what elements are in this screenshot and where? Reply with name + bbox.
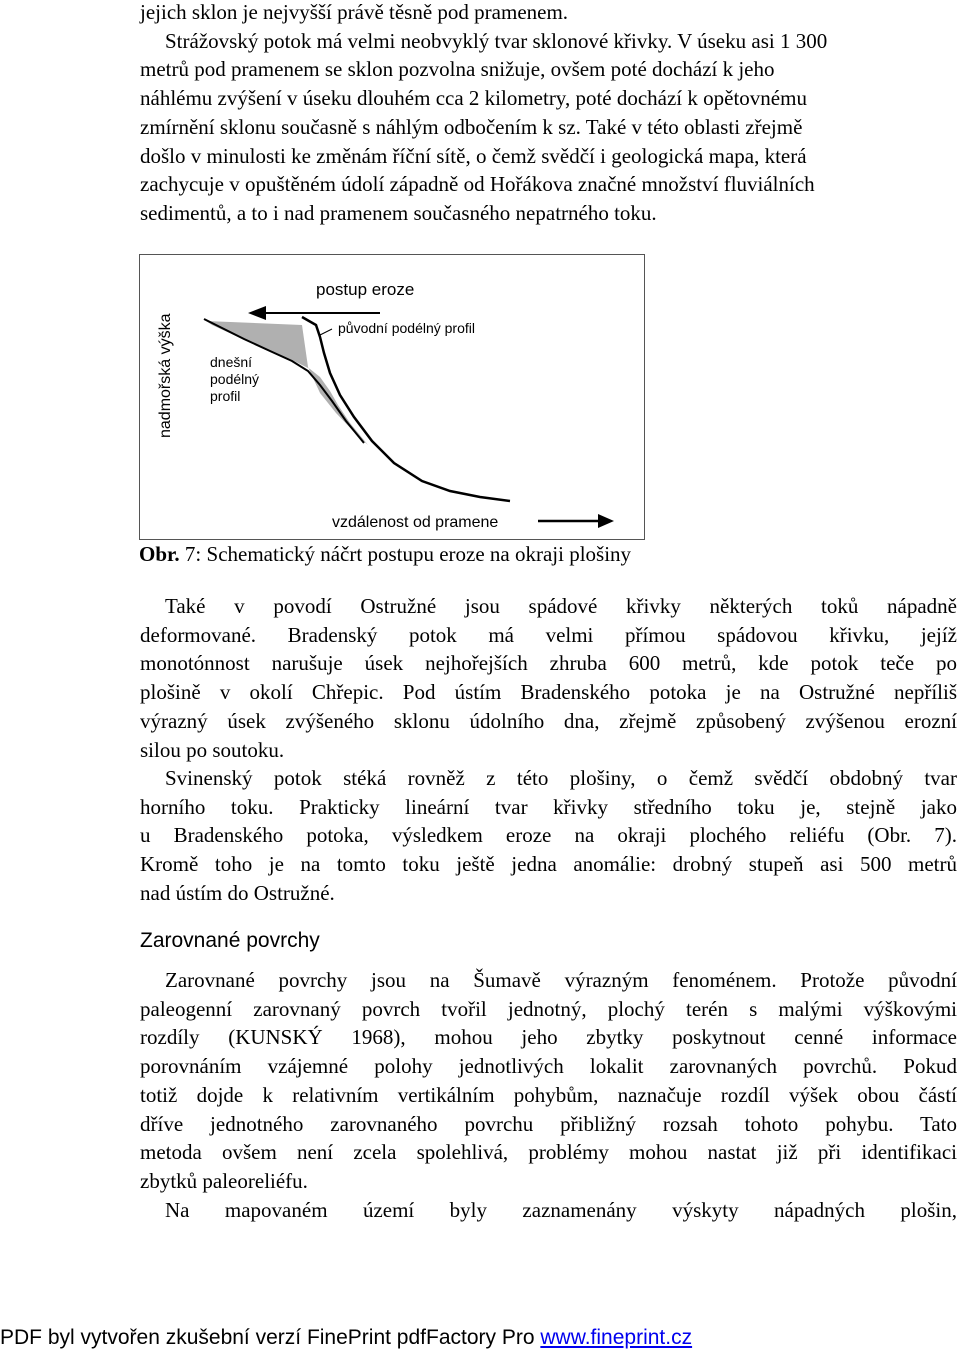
citation-author: KUNSKÝ (235, 1025, 323, 1050)
text-line: zachycuje v opuštěném údolí západně od Hořákova značné množství fluviálních (140, 172, 815, 197)
label-current-profile-1: dnešní (210, 354, 253, 370)
text-line: metoda ovšem není zcela spolehlivá, problémy mohou nastat již při identifikaci (140, 1140, 957, 1165)
text-line: metrů pod pramenem se sklon pozvolna snižuje, ovšem poté dochází k jeho (140, 57, 775, 82)
paragraph-1 (140, 0, 957, 228)
section-heading: Zarovnané povrchy (140, 929, 320, 952)
text-line: plošině v okolí Chřepic. Pod ústím Bradenského potoka je na Ostružné nepříliš (140, 680, 957, 705)
paragraph-2 (140, 592, 957, 764)
text-line: paleogenní zarovnaný povrch tvořil jednotný, plochý terén s malými výškovými (140, 996, 957, 1021)
text-line-citation (140, 1023, 957, 1052)
caption-text: Schematický náčrt postupu eroze na okraji plošiny (201, 542, 632, 566)
text-line: náhlému zvýšení v úseku dlouhém cca 2 kilometry, poté dochází k opětovnému (140, 86, 807, 111)
y-axis-label: nadmořská výška (157, 313, 174, 438)
pdf-footer (0, 1326, 692, 1350)
text-line: Na mapovaném území byly zaznamenány výskyty nápadných plošin, (165, 1198, 957, 1222)
text-line: dříve jednotného zarovnaného povrchu přibližný rozsah tohoto pohybu. Tato (140, 1111, 957, 1136)
figure-caption (139, 542, 631, 567)
text-line: zbytků paleoreliéfu. (140, 1168, 308, 1193)
text-line: výrazný úsek zvýšeného sklonu údolního dna, zřejmě způsobený zvýšenou erozní (140, 708, 957, 733)
paragraph-3 (140, 764, 957, 908)
text-line: zmírnění sklonu současně s náhlým odbočením k sz. Také v této oblasti zřejmě (140, 114, 803, 139)
x-axis-label: vzdálenost od pramene (332, 514, 499, 531)
text-line: Kromě toho je na tomto toku ještě jedna anomálie: drobný stupeň asi 500 metrů (140, 852, 957, 877)
text-line: sedimentů, a to i nad pramenem současného nepatrného toku. (140, 200, 657, 225)
footer-link[interactable]: www.fineprint.cz (540, 1326, 693, 1349)
text-line: deformované. Bradenský potok má velmi přímou spádovou křivku, jejíž (140, 622, 957, 647)
caption-number: 7: (179, 542, 202, 566)
citation-open: rozdíly ( (140, 1025, 236, 1050)
text-line: silou po soutoku. (140, 737, 285, 762)
caption-prefix: Obr. (139, 542, 180, 566)
text-line: horního toku. Prakticky lineární tvar křivky středního toku je, stejně jako (140, 794, 957, 819)
label-erosion-progress: postup eroze (316, 280, 415, 299)
label-current-profile-2: podélný (210, 371, 260, 387)
text-line: Svinenský potok stéká rovněž z této plošiny, o čemž svědčí obdobný tvar (165, 766, 957, 790)
citation-rest: 1968), mohou jeho zbytky poskytnout cenné informace (322, 1025, 957, 1050)
text-line: nad ústím do Ostružné. (140, 880, 335, 905)
erosion-arrow-head-icon (248, 306, 266, 320)
text-line: totiž dojde k relativním vertikálním pohybům, naznačuje rozdíl výšek obou částí (140, 1082, 957, 1107)
text-line: Také v povodí Ostružné jsou spádové křivky některých toků nápadně (165, 594, 957, 618)
text-line: Zarovnané povrchy jsou na Šumavě výrazným fenoménem. Protože původní (165, 968, 957, 992)
paragraph-4 (140, 966, 957, 1196)
x-axis-arrow-head-icon (598, 514, 614, 528)
paragraph-5 (140, 1196, 957, 1225)
text-line: došlo v minulosti ke změnám říční sítě, o čemž svědčí i geologická mapa, která (140, 143, 807, 168)
erosion-profile-diagram (140, 255, 644, 539)
erosion-profile-figure (139, 254, 645, 540)
text-line: monotónnost narušuje úsek nejhořejších zhruba 600 metrů, kde potok teče po (140, 651, 957, 676)
text-line: jejich sklon je nejvyšší právě těsně pod pramenem. (140, 0, 569, 24)
footer-text: PDF byl vytvořen zkušební verzí FinePrint pdfFactory Pro (0, 1326, 541, 1349)
label-original-profile: původní podélný profil (338, 320, 475, 336)
label-current-profile-3: profil (210, 388, 241, 404)
text-line: Strážovský potok má velmi neobvyklý tvar sklonové křivky. V úseku asi 1 300 (165, 28, 828, 53)
text-line: u Bradenského potoka, výsledkem eroze na okraji plochého reliéfu (Obr. 7). (140, 823, 957, 848)
text-line: porovnáním vzájemné polohy jednotlivých lokalit zarovnaných povrchů. Pokud (140, 1054, 957, 1079)
original-profile-pointer (320, 329, 332, 335)
